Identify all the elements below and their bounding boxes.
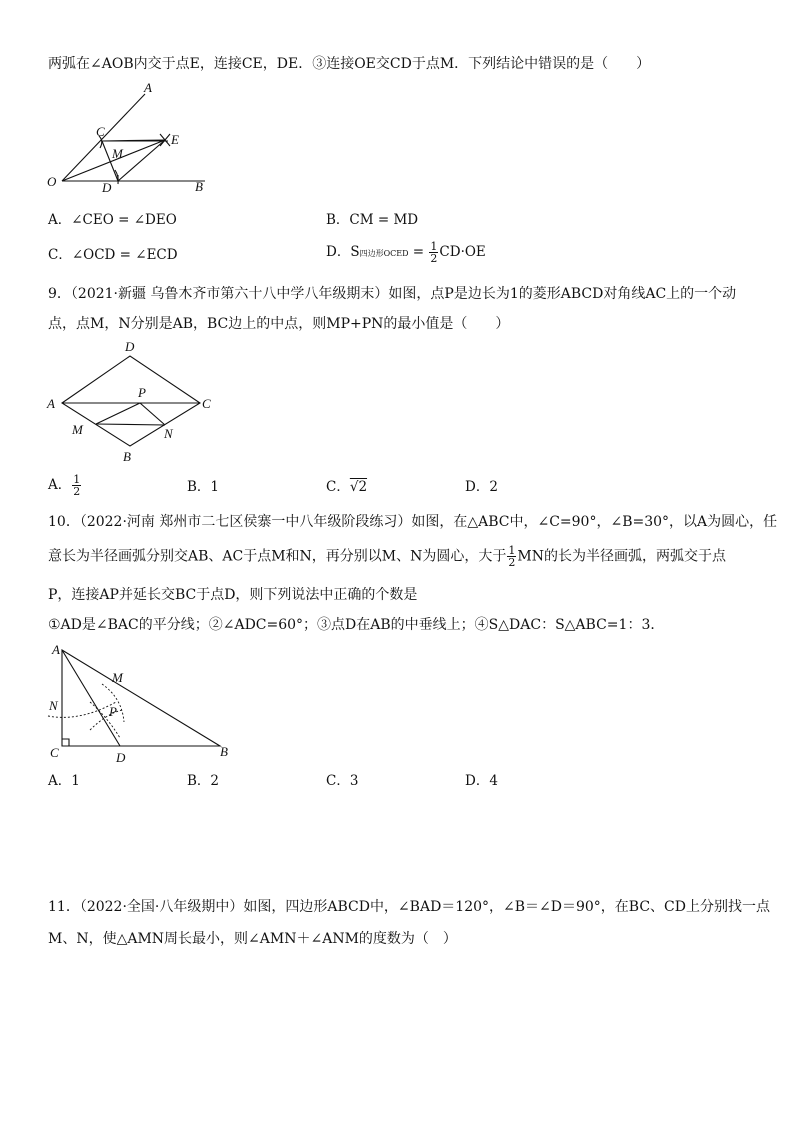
q8-label-b: B [195, 179, 203, 194]
q10-label-c: C [50, 745, 59, 760]
q11-line1: 11．（2022·全国·八年级期中）如图，四边形ABCD中，∠BAD＝120°，∠B＝∠D＝90°，在BC、CD上分别找一点 [48, 899, 770, 915]
q10-line2-num: 1 [508, 544, 516, 557]
q8-label-a: A [144, 80, 152, 95]
q9-label-m: M [72, 422, 83, 437]
q8-option-d-sub: 四边形OCED [359, 249, 409, 258]
q10-line2-fraction [507, 545, 516, 568]
q8-option-c: C．∠OCD = ∠ECD [48, 247, 178, 263]
q9-label-c: C [202, 396, 211, 411]
q10-option-d: D．4 [465, 773, 498, 789]
q8-option-d-den: 2 [430, 252, 438, 265]
q9-option-c [326, 478, 367, 496]
q10-option-a: A．1 [48, 773, 80, 789]
q8-option-d-fraction [429, 241, 438, 264]
q11-line2: M、N，使△AMN周长最小，则∠AMN＋∠ANM的度数为（ ） [48, 931, 457, 947]
q10-option-b: B．2 [187, 773, 220, 789]
q10-line2-b: MN的长为半径画弧，两弧交于点 [517, 548, 726, 565]
q9-option-a-num: 1 [73, 473, 81, 486]
q8-option-d-prefix: D．S [326, 244, 360, 260]
q8-option-a: A．∠CEO = ∠DEO [48, 212, 177, 228]
q10-line3: P，连接AP并延长交BC于点D，则下列说法中正确的个数是 [48, 587, 418, 603]
q9-option-a [48, 474, 82, 497]
q9-label-b: B [123, 449, 131, 464]
q9-label-n: N [164, 426, 173, 441]
q9-option-a-prefix: A． [48, 477, 72, 493]
q9-option-c-radical: √2 [349, 479, 368, 495]
q8-option-d [326, 241, 486, 264]
q10-label-m: M [112, 670, 123, 685]
q9-line2: 点，点M，N分别是AB，BC边上的中点，则MP+PN的最小值是（ ） [48, 316, 510, 332]
q9-line1: 9．（2021·新疆 乌鲁木齐市第六十八中学八年级期末）如图，点P是边长为1的菱形ABCD对角线AC上的一个动 [48, 286, 737, 302]
q10-label-p: P [109, 704, 117, 719]
q8-label-m: M [112, 146, 123, 161]
q10-line2-a: 意长为半径画弧分别交AB、AC于点M和N，再分别以M、N为圆心，大于 [48, 548, 507, 565]
q10-line2 [48, 545, 726, 568]
q10-line2-den: 2 [508, 556, 516, 569]
q8-figure [40, 78, 220, 200]
q10-label-n: N [49, 698, 58, 713]
q10-line1: 10．（2022·河南 郑州市二七区侯寨一中八年级阶段练习）如图，在△ABC中，∠C=90°，∠B=30°，以A为圆心，任 [48, 514, 778, 530]
q10-line4: ①AD是∠BAC的平分线；②∠ADC=60°；③点D在AB的中垂线上；④S△DAC：S△ABC=1：3． [48, 617, 665, 633]
q8-option-d-num: 1 [430, 240, 438, 253]
q8-label-d: D [102, 180, 112, 195]
q8-label-e: E [171, 132, 179, 147]
q9-label-d: D [125, 339, 135, 354]
q9-figure [40, 338, 225, 466]
q8-label-o: O [47, 174, 57, 189]
q8-option-d-rest: CD·OE [439, 244, 486, 260]
q9-label-p: P [138, 385, 146, 400]
q8-option-d-eq: = [408, 244, 429, 260]
q9-option-d: D．2 [465, 479, 498, 495]
q10-label-d: D [116, 750, 126, 765]
q8-option-b: B．CM = MD [326, 212, 419, 228]
q9-option-c-prefix: C． [326, 479, 350, 495]
q9-option-b: B．1 [187, 479, 220, 495]
q9-label-a: A [47, 396, 55, 411]
q10-label-a: A [52, 642, 60, 657]
q10-option-c: C．3 [326, 773, 359, 789]
q9-option-a-fraction [72, 474, 81, 497]
q10-label-b: B [220, 744, 228, 759]
q8-stem: 两弧在∠AOB内交于点E，连接CE，DE．③连接OE交CD于点M．下列结论中错误的是（ ） [48, 56, 651, 72]
q9-option-a-den: 2 [73, 485, 81, 498]
q10-figure [40, 640, 240, 768]
q8-label-c: C [96, 124, 105, 139]
